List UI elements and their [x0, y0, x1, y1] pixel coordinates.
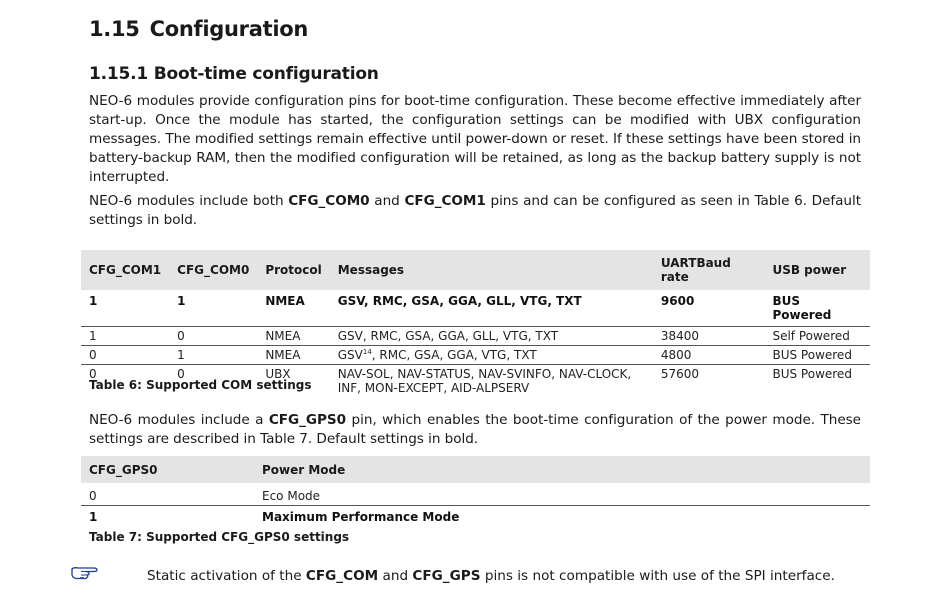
- cell-messages: [330, 365, 653, 398]
- header-cfg-gps0: CFG_GPS0: [81, 456, 254, 483]
- footnote-ref: 14: [362, 348, 372, 356]
- messages-line1: NAV-SOL, NAV-STATUS, NAV-SVINFO, NAV-CLOCK,: [337, 367, 632, 381]
- intro-paragraph: NEO-6 modules provide configuration pins for boot-time configuration. These become effective immediately after start-up. Once the module has started, the configuration settings can be modified with UBX configuration messages. The modified settings remain effective until power-down or reset. If these settings have been stored in battery-backup RAM, then the modified configuration will be retained, as long as the backup battery supply is not interrupted.: [89, 93, 861, 185]
- header-cfg-com0: CFG_COM0: [169, 250, 257, 290]
- cell-com1: 1: [89, 294, 98, 308]
- table-row: [81, 327, 870, 346]
- cfg-com1-term: CFG_COM1: [404, 193, 486, 209]
- cell-gps0: 1: [81, 506, 254, 529]
- cell-protocol: NMEA: [257, 327, 329, 346]
- messages-line2: INF, MON-EXCEPT, AID-ALPSERV: [337, 381, 530, 395]
- cfg-com0-term: CFG_COM0: [288, 193, 370, 209]
- com-pins-text-c: and: [369, 193, 405, 209]
- header-protocol: Protocol: [257, 250, 329, 290]
- header-cfg-com1: CFG_COM1: [81, 250, 169, 290]
- table-row: [81, 506, 870, 529]
- cell-usb: BUS Powered: [764, 346, 870, 365]
- cell-baud: 9600: [660, 294, 695, 308]
- cell-messages: GSV, RMC, GSA, GGA, GLL, VTG, TXT: [330, 327, 653, 346]
- note-text-a: Static activation of the: [147, 568, 306, 584]
- note-text-d: pins is not compatible with use of the SPI interface.: [480, 568, 835, 584]
- cell-protocol: UBX: [257, 365, 329, 398]
- table7-caption: Table 7: Supported CFG_GPS0 settings: [89, 530, 350, 544]
- subsection-heading: 1.15.1 Boot-time configuration: [89, 64, 379, 84]
- table-row: [81, 483, 870, 506]
- cell-baud: 38400: [653, 327, 765, 346]
- cell-com0: 1: [169, 346, 257, 365]
- table6-caption: Table 6: Supported COM settings: [89, 378, 312, 392]
- cell-usb: BUS Powered: [772, 294, 832, 322]
- cell-com0: 0: [169, 327, 257, 346]
- messages-gsv: GSV: [337, 348, 363, 362]
- cfg-com-term: CFG_COM: [305, 568, 379, 584]
- com-pins-text-d: pins and can be configured as seen in Table 6. Default settings in bold.: [89, 193, 861, 228]
- table-row: [81, 346, 870, 365]
- cell-com0: 1: [177, 294, 186, 308]
- section-title: Configuration: [149, 17, 308, 41]
- cell-gps0: 0: [89, 489, 97, 503]
- gps-pin-text-a: NEO-6 modules include a: [89, 412, 269, 428]
- spi-compatibility-note: [147, 567, 835, 586]
- cell-baud: 4800: [653, 346, 765, 365]
- cell-power-mode: Maximum Performance Mode: [254, 506, 870, 529]
- pointing-hand-icon: [70, 564, 102, 580]
- cell-usb: Self Powered: [764, 327, 870, 346]
- gps-pin-text-c: pin, which enables the boot-time configuration of the power mode. These settings are described in Table 7. Default settings in bold.: [89, 412, 861, 447]
- table-header-row: [81, 456, 870, 483]
- header-usb-power: USB power: [764, 250, 870, 290]
- cell-messages: [330, 346, 653, 365]
- section-number: 1.15: [89, 17, 140, 41]
- gps-pin-paragraph: [89, 411, 861, 449]
- com-pins-paragraph: [89, 192, 861, 230]
- com-pins-text-a: NEO-6 modules include both: [89, 193, 289, 209]
- header-messages: Messages: [330, 250, 653, 290]
- cfg-gps-term: CFG_GPS: [412, 568, 481, 584]
- cell-com1: 1: [81, 327, 169, 346]
- cell-com1: 0: [81, 365, 169, 398]
- header-power-mode: Power Mode: [254, 456, 870, 483]
- cell-com0: 0: [169, 365, 257, 398]
- cell-protocol: NMEA: [257, 346, 329, 365]
- table-row: [81, 290, 870, 327]
- cfg-gps0-term: CFG_GPS0: [268, 412, 347, 428]
- gps-settings-table: [81, 456, 870, 528]
- cell-messages: GSV, RMC, GSA, GGA, GLL, VTG, TXT: [337, 294, 582, 308]
- cell-power-mode: Eco Mode: [262, 489, 321, 503]
- table-header-row: [81, 250, 870, 290]
- cell-baud: 57600: [653, 365, 765, 398]
- header-baud-rate: UARTBaud rate: [653, 250, 765, 290]
- messages-rest: , RMC, GSA, GGA, VTG, TXT: [371, 348, 537, 362]
- cell-usb: BUS Powered: [764, 365, 870, 398]
- com-settings-table: [81, 250, 870, 397]
- cell-com1: 0: [81, 346, 169, 365]
- cell-protocol: NMEA: [265, 294, 305, 308]
- note-text-c: and: [378, 568, 413, 584]
- section-heading: [89, 17, 308, 41]
